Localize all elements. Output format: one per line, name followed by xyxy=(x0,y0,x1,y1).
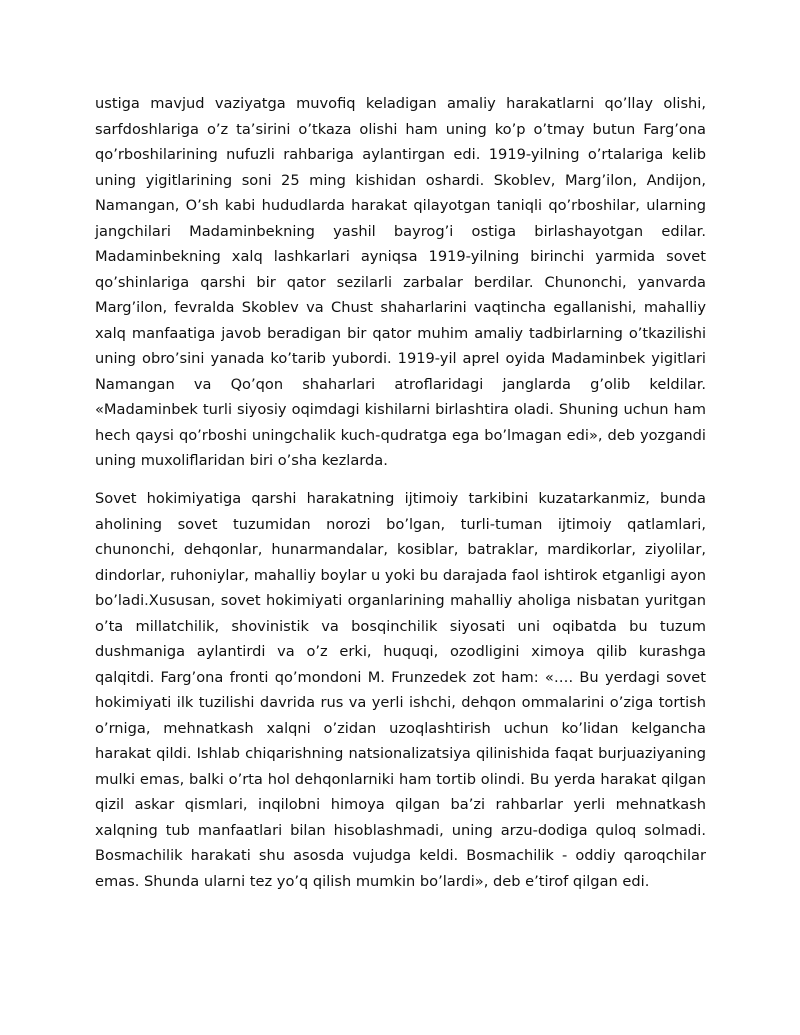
body-paragraph-1: ustiga mavjud vaziyatga muvofiq keladigan amaliy harakatlarni qo’llay olishi, sarfdoshlariga o’z ta’sirini o’tkaza olishi ham uning ko’p o’tmay butun Farg’ona qo’rboshilarining nufuzli rahbariga aylantirgan edi. 1919-yilning o’rtalariga kelib uning yigitlarining soni 25 ming kishidan oshardi. Skoblev, Marg’ilon, Andijon, Namangan, O’sh kabi hududlarda harakat qilayotgan taniqli qo’rboshilar, ularning jangchilari Madaminbekning yashil bayrog’i ostiga birlashayotgan edilar. Madaminbekning xalq lashkarlari ayniqsa 1919-yilning birinchi yarmida sovet qo’shinlariga qarshi bir qator sezilarli zarbalar berdilar. Chunonchi, yanvarda Marg’ilon, fevralda Skoblev va Chust shaharlarini vaqtincha egallanishi, mahalliy xalq manfaatiga javob beradigan bir qator muhim amaliy tadbirlarning o’tkazilishi uning obro’sini yanada ko’tarib yubordi. 1919-yil aprel oyida Madaminbek yigitlari Namangan va Qo’qon shaharlari atroflaridagi janglarda g’olib keldilar. «Madaminbek turli siyosiy oqimdagi kishilarni birlashtira oladi. Shuning uchun ham hech qaysi qo’rboshi uningchalik kuch-qudratga ega bo’lmagan edi», deb yozgandi uning muxoliflaridan biri o’sha kezlarda. xyxy=(95,95,706,469)
document-body xyxy=(95,91,706,907)
body-paragraph-2: Sovet hokimiyatiga qarshi harakatning ijtimoiy tarkibini kuzatarkanmiz, bunda aholining sovet tuzumidan norozi bo’lgan, turli-tuman ijtimoiy qatlamlari, chunonchi, dehqonlar, hunarmandalar, kosiblar, batraklar, mardikorlar, ziyolilar, dindorlar, ruhoniylar, mahalliy boylar u yoki bu darajada faol ishtirok etganligi ayon bo’ladi.Xususan, sovet hokimiyati organlarining mahalliy aholiga nisbatan yuritgan o’ta millatchilik, shovinistik va bosqinchilik siyosati uni oqibatda bu tuzum dushmaniga aylantirdi va o’z erki, huquqi, ozodligini ximoya qilib kurashga qalqitdi. Farg’ona fronti qo’mondoni M. Frunzedek zot ham: «…. Bu yerdagi sovet hokimiyati ilk tuzilishi davrida rus va yerli ishchi, dehqon ommalarini o’ziga tortish o’rniga, mehnatkash xalqni o’zidan uzoqlashtirish uchun ko’lidan kelgancha harakat qildi. Ishlab chiqarishning natsionalizatsiya qilinishida faqat burjuaziyaning mulki emas, balki o’rta hol dehqonlarniki ham tortib olindi. Bu yerda harakat qilgan qizil askar qismlari, inqilobni himoya qilgan ba’zi rahbarlar yerli mehnatkash xalqning tub manfaatlari bilan hisoblashmadi, uning arzu-dodiga quloq solmadi. Bosmachilik harakati shu asosda vujudga keldi. Bosmachilik - oddiy qaroqchilar emas. Shunda ularni tez yo’q qilish mumkin bo’lardi», deb e’tirof qilgan edi. xyxy=(95,490,706,890)
